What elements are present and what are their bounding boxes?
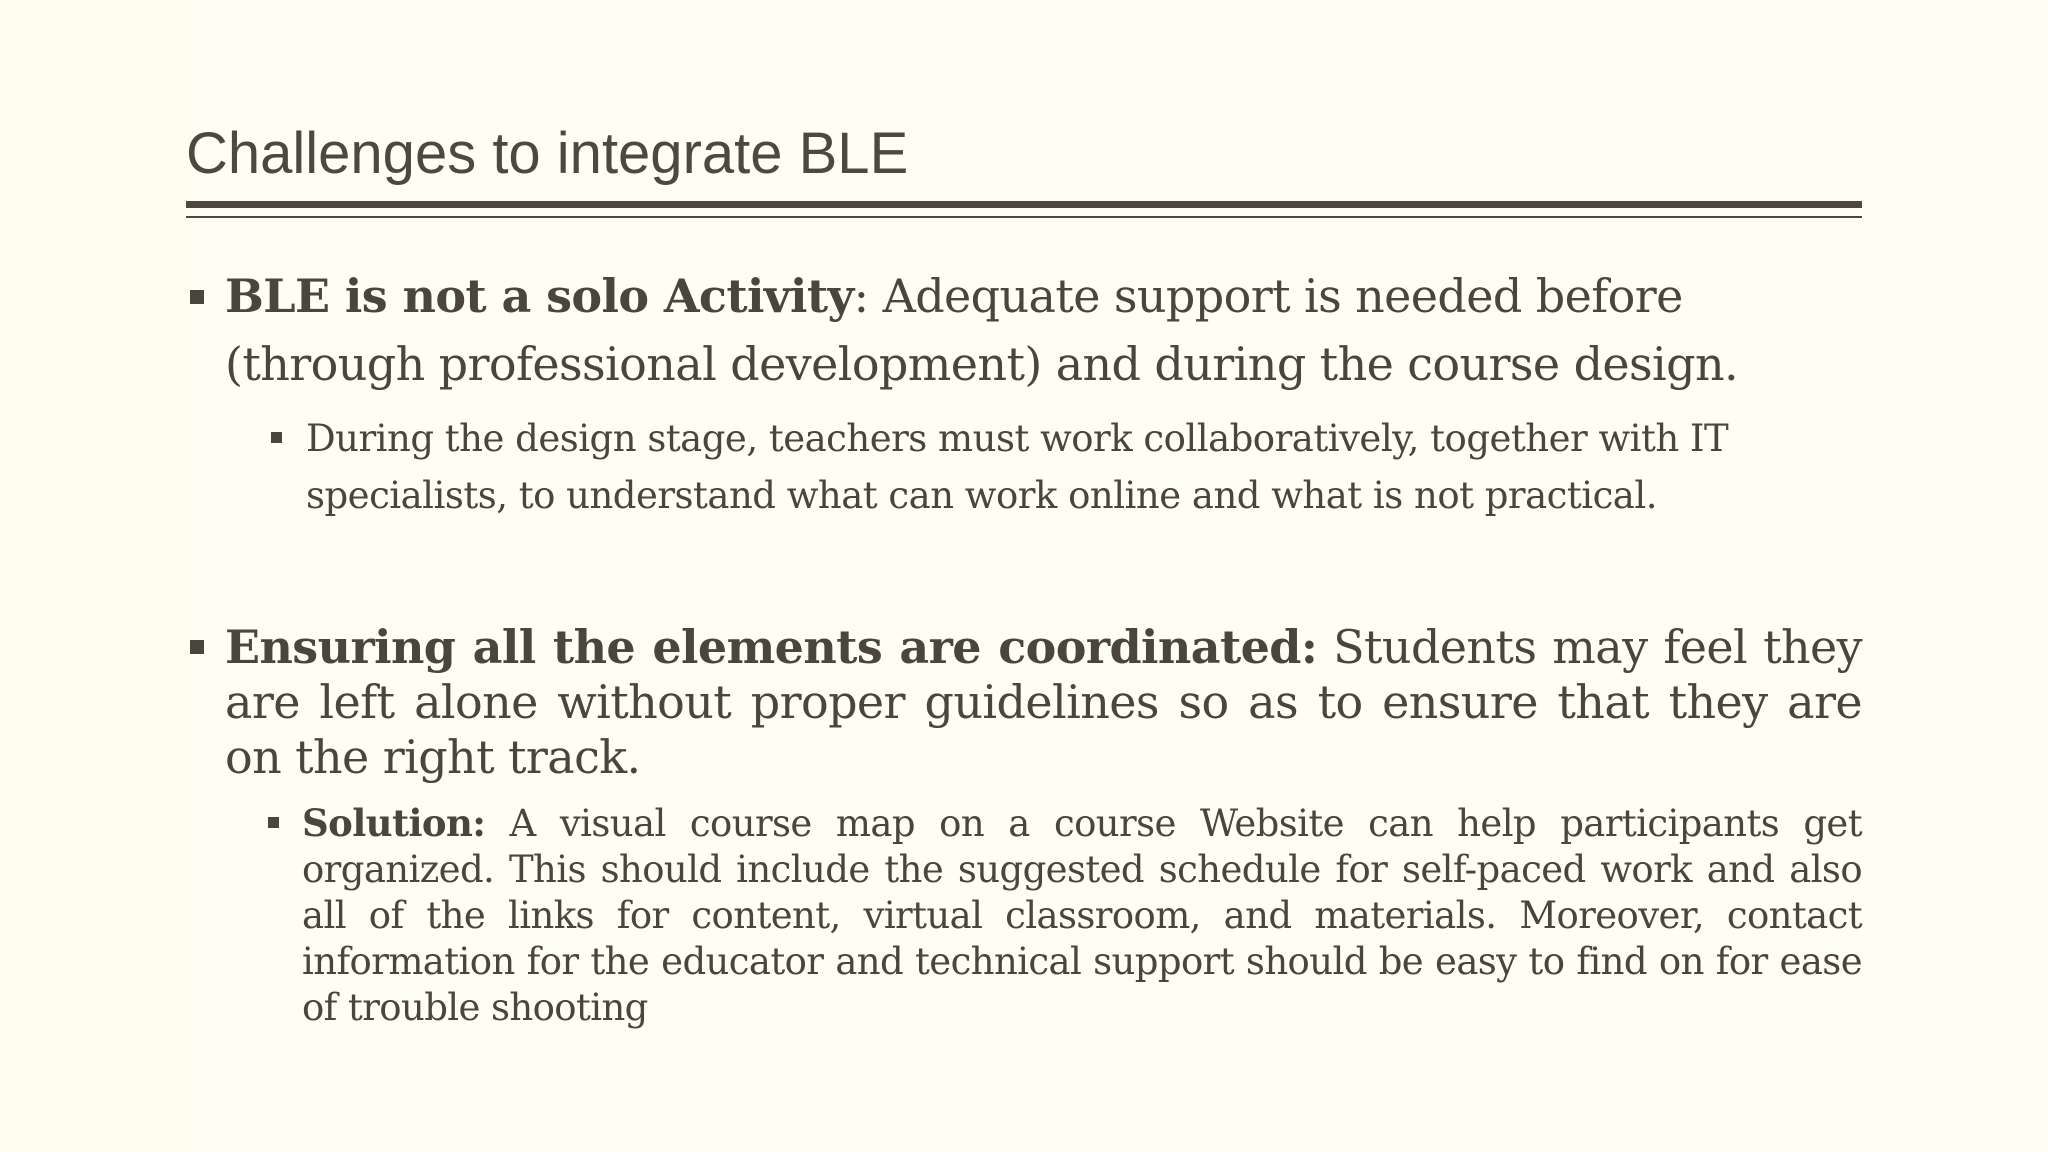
bullet-2-text: Students may feel they are left alone without proper guidelines so as to ensure that they are on the right track. (225, 620, 1862, 784)
title-rule-thin (186, 216, 1862, 218)
bullet-1-sub-marker (271, 432, 282, 443)
bullet-1-text: : Adequate support is needed before (through professional development) and during the course design. (225, 269, 1739, 391)
bullet-1-marker (190, 290, 204, 304)
bullet-2-heading: Ensuring all the elements are coordinated: (225, 620, 1318, 674)
bullet-2-sub-marker (268, 817, 279, 828)
bullet-2-sub (302, 800, 1862, 1031)
bullet-2-sub-text: A visual course map on a course Website can help participants get organized. This should include the suggested schedule for self-paced work and also all of the links for content, virtual classroom, and materials. Moreover, contact information for the educator and technical support should be easy to find on for ease of trouble shooting (302, 802, 1862, 1029)
bullet-1-sub-text: During the design stage, teachers must work collaboratively, together with IT specialists, to understand what can work online and what is not practical. (306, 417, 1729, 517)
bullet-1-sub (306, 410, 1766, 524)
bullet-1-heading: BLE is not a solo Activity (225, 269, 854, 323)
bullet-2 (225, 620, 1862, 785)
bullet-2-marker (190, 640, 204, 654)
bullet-1 (225, 262, 1795, 398)
title-rule-thick (186, 201, 1862, 208)
left-margin-band (0, 0, 192, 1152)
slide-title: Challenges to integrate BLE (186, 121, 909, 186)
bullet-2-sub-heading: Solution: (302, 801, 486, 845)
